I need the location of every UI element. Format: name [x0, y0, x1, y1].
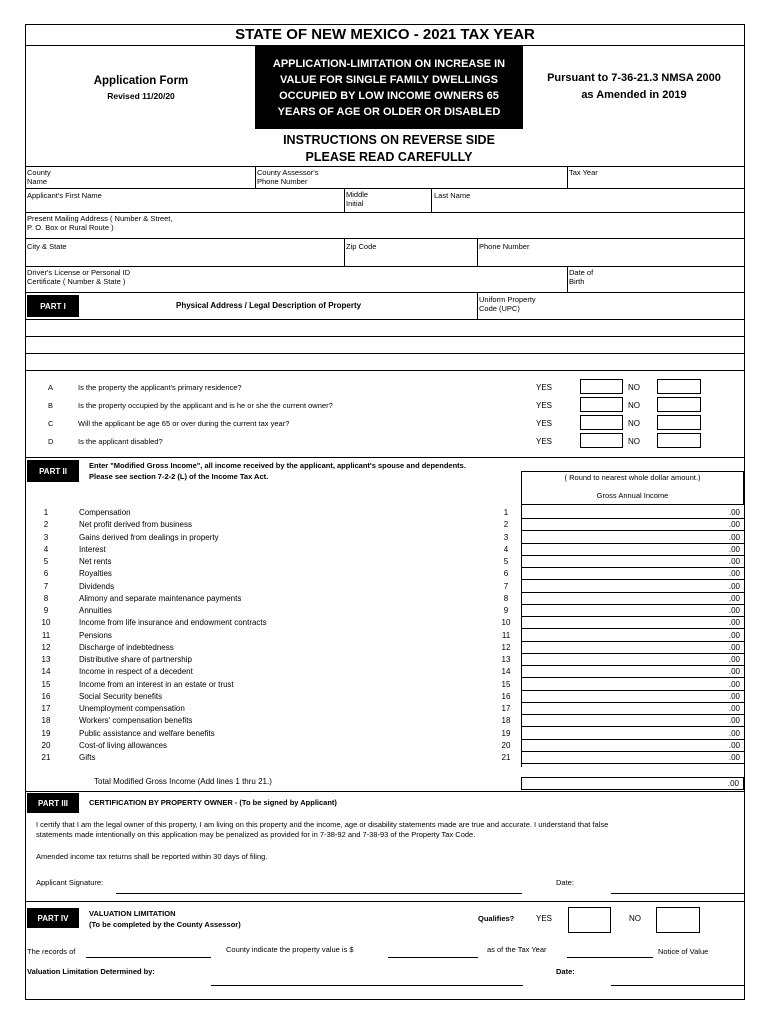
assessor-phone-label	[257, 168, 318, 186]
income-line-number-right: 3	[503, 532, 509, 542]
col-divider	[477, 238, 478, 266]
income-amount-field[interactable]: .00	[521, 617, 744, 629]
mailing-address-label	[27, 214, 172, 232]
row-divider	[26, 457, 744, 458]
income-line-label: Income from an interest in an estate or trust	[79, 679, 234, 689]
income-line-label: Gains derived from dealings in property	[79, 532, 219, 542]
question-no-checkbox[interactable]	[657, 415, 701, 430]
amended-returns-note: Amended income tax returns shall be reported within 30 days of filing.	[36, 852, 268, 861]
determined-date-field[interactable]	[611, 975, 744, 986]
income-line-number: 18	[41, 716, 51, 726]
box-line-4: YEARS OF AGE OR OLDER OR DISABLED	[277, 106, 501, 118]
certification-line-1: I certify that I am the legal owner of this property, I am living on this property and the income, age or disability statements made are true and accurate. I understand that false	[36, 820, 609, 829]
county-label-line-2: Name	[27, 177, 48, 186]
signature-date-label: Date:	[556, 878, 574, 887]
col-divider	[567, 266, 568, 292]
income-line-number-right: 11	[501, 630, 511, 640]
determined-date-label: Date:	[556, 967, 575, 976]
part-4-heading-1: VALUATION LIMITATION	[89, 909, 176, 918]
question-text: Will the applicant be age 65 or over during the current tax year?	[78, 419, 290, 428]
instructions-line-2: PLEASE READ CAREFULLY	[305, 150, 473, 164]
part-2-heading-2: Please see section 7-2-2 (L) of the Income Tax Act.	[89, 472, 269, 481]
question-text: Is the property the applicant's primary residence?	[78, 383, 242, 392]
middle-label-line-2: Initial	[346, 199, 364, 208]
revised-date: Revised 11/20/20	[107, 91, 175, 101]
row-divider	[26, 901, 744, 902]
income-line-number: 17	[41, 704, 51, 713]
income-line-label: Alimony and separate maintenance payments	[79, 593, 242, 603]
income-line-number: 9	[43, 606, 49, 615]
question-yes-checkbox[interactable]	[580, 415, 623, 430]
income-amount-field[interactable]: .00	[521, 630, 744, 642]
income-line-number: 12	[41, 642, 51, 652]
income-amount-field[interactable]: .00	[521, 642, 744, 654]
income-line-number-right: 12	[501, 642, 511, 652]
part-1-label: PART I	[27, 295, 79, 317]
qualifies-no-checkbox[interactable]	[656, 907, 700, 933]
total-income-label: Total Modified Gross Income (Add lines 1 thru 21.)	[94, 777, 272, 786]
income-line-number-right: 14	[501, 667, 511, 677]
income-line-number: 8	[43, 593, 49, 603]
question-no-checkbox[interactable]	[657, 379, 701, 394]
tax-year-field[interactable]	[567, 947, 653, 958]
income-line-label: Royalties	[79, 569, 112, 579]
zip-code-label: Zip Code	[346, 242, 377, 251]
income-line-number-right: 8	[503, 593, 509, 603]
license-label	[27, 268, 130, 286]
determined-by-field[interactable]	[211, 975, 523, 986]
income-line-number-right: 13	[501, 655, 511, 664]
upc-label	[479, 295, 536, 313]
license-label-line-1: Driver's License or Personal ID	[27, 268, 131, 277]
part-4-heading-2: (To be completed by the County Assessor)	[89, 920, 241, 929]
row-divider	[26, 353, 744, 354]
income-line-number: 6	[43, 569, 49, 579]
income-line-number: 13	[41, 655, 51, 664]
part-3-heading: CERTIFICATION BY PROPERTY OWNER - (To be signed by Applicant)	[89, 798, 337, 807]
qualifies-yes-checkbox[interactable]	[568, 907, 611, 933]
records-of-label: The records of	[27, 947, 76, 956]
question-yes-label: YES	[536, 437, 553, 446]
mailing-label-line-1: Present Mailing Address ( Number & Street,	[27, 214, 173, 223]
question-yes-checkbox[interactable]	[580, 379, 623, 394]
col-divider	[477, 292, 478, 319]
income-line-number-right: 21	[501, 753, 511, 762]
income-line-label: Compensation	[79, 508, 131, 517]
form-name: Application Form	[93, 75, 189, 87]
col-divider	[344, 238, 345, 266]
income-line-number-right: 5	[503, 557, 509, 566]
question-letter: D	[48, 437, 54, 446]
income-amount-field[interactable]: .00	[521, 740, 744, 752]
income-amount-field[interactable]: .00	[521, 605, 744, 617]
determined-by-label: Valuation Limitation Determined by:	[27, 967, 155, 976]
row-divider	[26, 370, 744, 371]
property-value-field[interactable]	[388, 947, 478, 958]
row-divider	[26, 212, 744, 213]
income-amount-field[interactable]: .00	[521, 679, 744, 691]
income-amount-field[interactable]: .00	[521, 691, 744, 703]
tax-year-label: Tax Year	[569, 168, 598, 177]
row-divider	[26, 188, 744, 189]
income-line-label: Cost-of living allowances	[79, 740, 168, 750]
income-amount-field[interactable]: .00	[521, 519, 744, 531]
row-divider	[26, 319, 744, 320]
col-divider	[344, 188, 345, 212]
income-line-number-right: 16	[501, 691, 511, 701]
income-amount-field[interactable]: .00	[521, 715, 744, 727]
assessor-label-line-2: Phone Number	[257, 177, 308, 186]
question-text: Is the property occupied by the applicant and is he or she the current owner?	[78, 401, 333, 410]
round-note: ( Round to nearest whole dollar amount.)	[564, 473, 701, 482]
question-no-label: NO	[628, 401, 640, 410]
qualifies-no-label: NO	[629, 914, 641, 923]
income-line-number: 10	[41, 618, 51, 628]
applicant-signature-label: Applicant Signature:	[36, 878, 104, 887]
question-letter: B	[48, 401, 54, 410]
part-2-label: PART II	[27, 460, 79, 482]
income-line-number-right: 6	[503, 569, 509, 579]
income-line-number-right: 18	[501, 716, 511, 726]
income-line-label: Public assistance and welfare benefits	[79, 728, 215, 738]
income-line-number: 5	[43, 557, 49, 566]
part-2-heading-1: Enter "Modified Gross Income", all income received by the applicant, applicant's spouse and dependents.	[89, 461, 466, 470]
income-line-label: Unemployment compensation	[79, 704, 185, 713]
income-line-number: 15	[41, 679, 51, 689]
income-line-label: Gifts	[79, 753, 96, 762]
notice-of-value-label: Notice of Value	[658, 947, 709, 956]
income-line-number-right: 9	[503, 606, 509, 615]
total-income-amount[interactable]: .00	[521, 777, 744, 790]
col-divider	[255, 166, 256, 188]
phone-number-label: Phone Number	[479, 242, 530, 251]
box-line-2: VALUE FOR SINGLE FAMILY DWELLINGS	[280, 74, 498, 86]
records-county-field[interactable]	[86, 947, 211, 958]
income-line-number: 1	[43, 508, 49, 517]
part-3-label: PART III	[27, 793, 79, 813]
middle-initial-label	[346, 190, 368, 208]
first-name-label: Applicant's First Name	[27, 191, 102, 200]
row-divider	[26, 292, 744, 293]
qualifies-yes-label: YES	[536, 914, 553, 923]
income-amount-field[interactable]: .00	[521, 654, 744, 666]
income-amount-field[interactable]: .00	[521, 544, 744, 556]
county-name-label	[27, 168, 51, 186]
last-name-label: Last Name	[434, 191, 471, 200]
part-1-heading: Physical Address / Legal Description of Property	[176, 301, 362, 310]
col-divider	[567, 166, 568, 188]
city-state-label: City & State	[27, 242, 67, 251]
income-line-number-right: 15	[501, 679, 511, 689]
question-yes-label: YES	[536, 419, 553, 428]
question-yes-label: YES	[536, 401, 553, 410]
question-yes-label: YES	[536, 383, 553, 392]
income-line-number-right: 2	[503, 520, 509, 530]
income-line-label: Discharge of indebtedness	[79, 642, 174, 652]
county-indicate-label: County indicate the property value is $	[226, 945, 354, 954]
income-line-number: 21	[41, 753, 51, 762]
form-title: STATE OF NEW MEXICO - 2021 TAX YEAR	[235, 26, 535, 43]
col-divider	[431, 188, 432, 212]
question-no-checkbox[interactable]	[657, 397, 701, 412]
income-line-number-right: 20	[501, 740, 511, 750]
question-yes-checkbox[interactable]	[580, 433, 623, 448]
question-yes-checkbox[interactable]	[580, 397, 623, 412]
income-amount-field[interactable]: .00	[521, 556, 744, 568]
income-line-label: Interest	[79, 544, 106, 554]
county-label-line-1: County	[27, 168, 51, 177]
income-amount-field[interactable]: .00	[521, 568, 744, 580]
qualifies-label: Qualifies?	[478, 914, 515, 923]
signature-date-field[interactable]	[611, 883, 744, 894]
upc-label-line-1: Uniform Property	[479, 295, 536, 304]
income-amount-field[interactable]: .00	[521, 532, 744, 544]
dob-label	[569, 268, 593, 286]
gross-annual-income-label: Gross Annual Income	[596, 491, 669, 500]
upc-label-line-2: Code (UPC)	[479, 304, 520, 313]
income-line-label: Workers' compensation benefits	[79, 716, 193, 726]
part-4-label: PART IV	[27, 908, 79, 928]
income-line-number-right: 19	[501, 728, 511, 738]
applicant-signature-field[interactable]	[116, 883, 522, 894]
income-line-label: Income from life insurance and endowment contracts	[79, 618, 267, 628]
income-line-number: 14	[41, 667, 51, 677]
question-no-label: NO	[628, 419, 640, 428]
income-line-number-right: 1	[503, 508, 509, 517]
box-line-1: APPLICATION-LIMITATION ON INCREASE IN	[272, 58, 506, 70]
pursuant-amended: as Amended in 2019	[581, 89, 687, 101]
application-title-box	[255, 46, 523, 129]
tax-form	[25, 24, 745, 1000]
income-line-number: 20	[41, 740, 51, 750]
question-letter: A	[48, 383, 54, 392]
income-line-number: 19	[41, 728, 51, 738]
income-amount-field[interactable]: .00	[521, 581, 744, 593]
dob-label-line-2: Birth	[569, 277, 585, 286]
income-line-number-right: 4	[503, 544, 509, 554]
question-letter: C	[48, 419, 54, 428]
row-divider	[26, 791, 744, 792]
box-line-3: OCCUPIED BY LOW INCOME OWNERS 65	[279, 90, 499, 102]
license-label-line-2: Certificate ( Number & State )	[27, 277, 126, 286]
income-amount-field[interactable]: .00	[521, 752, 744, 764]
income-amount-field[interactable]: .00	[521, 507, 744, 519]
certification-line-2: statements made intentionally on this application may be penalized as provided for in 7-38-92 and 7-38-93 of the Property Tax Code.	[36, 830, 476, 839]
as-of-tax-year-label: as of the Tax Year	[487, 945, 547, 954]
income-amount-field[interactable]: .00	[521, 666, 744, 678]
income-line-number-right: 7	[503, 581, 509, 591]
income-line-label: Income in respect of a decedent	[79, 667, 193, 677]
income-line-number: 2	[43, 520, 49, 530]
question-text: Is the applicant disabled?	[78, 437, 163, 446]
income-line-number-right: 17	[501, 704, 511, 713]
income-line-label: Distributive share of partnership	[79, 655, 192, 664]
pursuant-statute: Pursuant to 7-36-21.3 NMSA 2000	[547, 72, 721, 84]
question-no-label: NO	[628, 437, 640, 446]
middle-label-line-1: Middle	[346, 190, 369, 199]
assessor-label-line-1: County Assessor's	[257, 168, 319, 177]
income-amount-field[interactable]: .00	[521, 703, 744, 715]
income-line-label: Net profit derived from business	[79, 520, 192, 530]
question-no-label: NO	[628, 383, 640, 392]
row-divider	[26, 166, 744, 167]
income-line-number: 7	[43, 581, 49, 591]
income-line-label: Dividends	[79, 581, 115, 591]
income-line-label: Pensions	[79, 630, 112, 640]
income-amount-field[interactable]: .00	[521, 728, 744, 740]
income-line-number: 3	[43, 532, 49, 542]
row-divider	[26, 266, 744, 267]
income-line-number-right: 10	[501, 618, 511, 628]
row-divider	[26, 238, 744, 239]
income-line-number: 11	[41, 630, 51, 640]
mailing-label-line-2: P. O. Box or Rural Route )	[27, 223, 114, 232]
row-divider	[26, 336, 744, 337]
income-line-number: 4	[43, 544, 49, 554]
income-line-label: Net rents	[79, 557, 112, 566]
instructions-line-1: INSTRUCTIONS ON REVERSE SIDE	[283, 133, 495, 147]
income-line-number: 16	[41, 691, 51, 701]
income-amount-field[interactable]: .00	[521, 593, 744, 605]
dob-label-line-1: Date of	[569, 268, 594, 277]
income-line-label: Annuities	[79, 606, 112, 615]
income-line-label: Social Security benefits	[79, 691, 163, 701]
question-no-checkbox[interactable]	[657, 433, 701, 448]
